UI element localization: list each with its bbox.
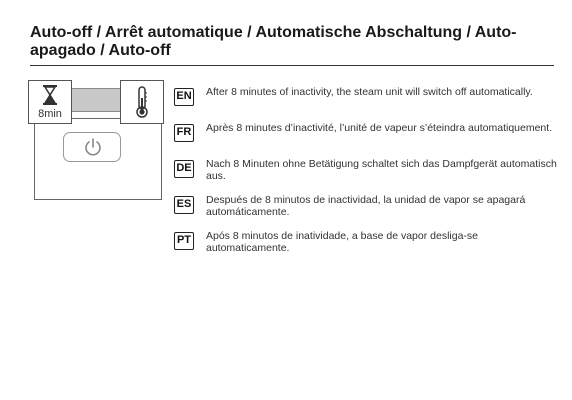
- language-text-fr: Après 8 minutes d’inactivité, l’unité de vapeur s’éteindra automatiquement.: [206, 122, 553, 134]
- language-badge-es: ES: [174, 196, 194, 214]
- device-top-bar: [70, 88, 122, 112]
- power-button: [63, 132, 121, 162]
- power-icon: [83, 137, 103, 157]
- page-title: Auto-off / Arrêt automatique / Automatische Abschaltung / Auto-apagado / Auto-off: [30, 24, 517, 59]
- timer-indicator: [28, 80, 72, 124]
- temperature-indicator: [120, 80, 164, 124]
- language-badge-pt: PT: [174, 232, 194, 250]
- language-badge-fr: FR: [174, 124, 194, 142]
- title-divider: [30, 65, 554, 66]
- language-text-de: Nach 8 Minuten ohne Betätigung schaltet sich das Dampfgerät automatisch aus.: [206, 158, 557, 182]
- steam-unit-illustration: [28, 80, 170, 202]
- hourglass-icon: [42, 85, 58, 105]
- language-badge-de: DE: [174, 160, 194, 178]
- language-badge-en: EN: [174, 88, 194, 106]
- language-text-en: After 8 minutes of inactivity, the steam unit will switch off automatically.: [206, 86, 533, 98]
- thermometer-icon: [135, 86, 149, 118]
- language-text-pt: Após 8 minutos de inatividade, a base de vapor desliga-se automaticamente.: [206, 230, 479, 254]
- timer-label: 8min: [38, 108, 62, 120]
- language-text-es: Después de 8 minutos de inactividad, la unidad de vapor se apagará automáticamente.: [206, 194, 526, 218]
